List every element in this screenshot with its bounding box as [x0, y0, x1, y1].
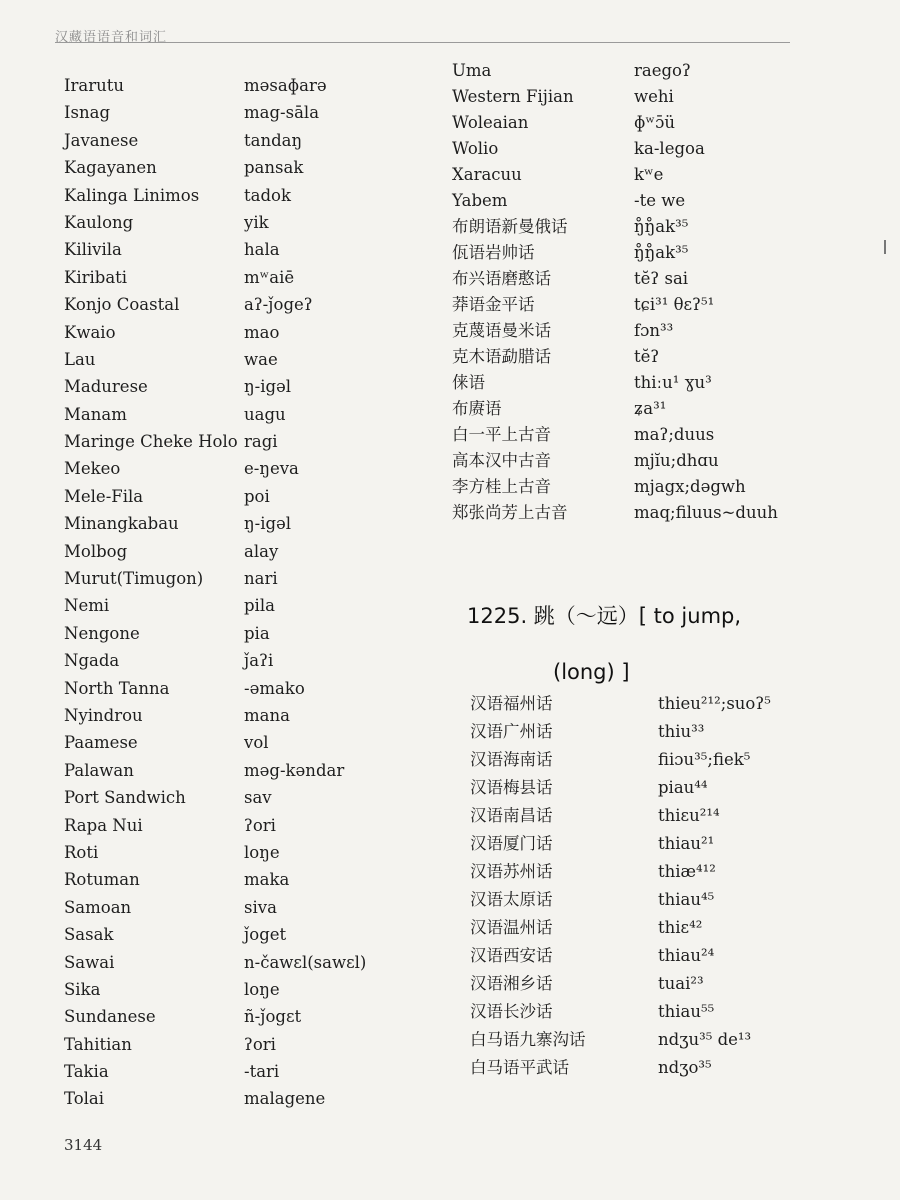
entry-row: [64, 675, 404, 702]
entry-row: [64, 921, 404, 948]
language-name: Irarutu: [64, 76, 125, 95]
word-form: vol: [244, 733, 269, 753]
language-name: 汉语苏州话: [470, 862, 553, 881]
language-name: 布兴语磨憨话: [452, 269, 551, 288]
entry-row: [452, 58, 852, 84]
entry-row: [64, 291, 404, 318]
word-form: ʔori: [244, 1034, 276, 1054]
language-name: Wolio: [452, 139, 499, 158]
language-name: Kaulong: [64, 212, 134, 232]
word-form: pila: [244, 596, 275, 616]
entry-row: [64, 894, 404, 921]
entry-row: [64, 565, 404, 592]
entry-row: [64, 592, 404, 619]
word-form: mag-sāla: [244, 103, 320, 123]
word-form: ndʒo³⁵: [658, 1058, 712, 1077]
entry-row: [452, 370, 852, 396]
language-name: Konjo Coastal: [64, 295, 180, 315]
language-name: Woleaian: [452, 113, 529, 132]
language-name: Sawai: [64, 952, 115, 972]
word-form: fɔn³³: [634, 321, 674, 340]
language-name: Sasak: [64, 925, 114, 945]
word-form: ŋ̊ŋ̊ak³⁵: [634, 217, 689, 236]
word-form: thiau⁴⁵: [658, 890, 715, 909]
language-name: Xaracuu: [452, 165, 522, 184]
language-name: 高本汉中古音: [452, 451, 551, 470]
entry-row: [470, 774, 850, 802]
language-name: 佤语岩帅话: [452, 243, 535, 262]
entry-row: [470, 690, 850, 718]
entry-row: [64, 182, 404, 209]
word-form: pansak: [244, 158, 304, 178]
entry-row: [64, 510, 404, 537]
language-name: Tahitian: [64, 1034, 132, 1054]
word-form: thieu²¹²;suoʔ⁵: [658, 694, 771, 713]
right-column-top: [452, 58, 852, 526]
entry-row: [470, 998, 850, 1026]
word-form: ka-legoa: [634, 139, 705, 158]
word-form: loŋe: [244, 842, 280, 862]
language-name: Yabem: [452, 191, 508, 210]
word-form: raegoʔ: [634, 61, 691, 80]
language-name: Rapa Nui: [64, 815, 143, 835]
word-form: thiau²¹: [658, 834, 715, 853]
entry-row: [64, 976, 404, 1003]
entry-row: [452, 266, 852, 292]
word-form: məg-kəndar: [244, 760, 345, 780]
language-name: Madurese: [64, 377, 148, 397]
word-form: tadok: [244, 185, 291, 205]
entry-heading-line1: 1225. 跳（～远）[ to jump,: [467, 604, 742, 628]
word-form: e-ŋeva: [244, 459, 299, 479]
language-name: Mele-Fila: [64, 486, 144, 506]
entry-row: [64, 236, 404, 263]
language-name: 布赓语: [452, 399, 502, 418]
entry-row: [64, 1031, 404, 1058]
language-name: 白马语平武话: [470, 1058, 569, 1077]
entry-row: [64, 757, 404, 784]
entry-row: [452, 188, 852, 214]
word-form: tĕʔ sai: [634, 269, 689, 288]
language-name: Samoan: [64, 897, 132, 917]
word-form: kʷe: [634, 165, 664, 184]
running-header: [55, 24, 790, 46]
language-name: 克蔑语曼米话: [452, 321, 551, 340]
entry-row: [64, 209, 404, 236]
entry-row: [64, 428, 404, 455]
word-form: ŋ-igəl: [244, 514, 292, 534]
language-name: Nemi: [64, 596, 110, 616]
language-name: 汉语南昌话: [470, 806, 553, 825]
language-name: 汉语梅县话: [470, 778, 553, 797]
entry-row: [452, 84, 852, 110]
entry-row: [64, 702, 404, 729]
word-form: wae: [244, 349, 278, 369]
word-form: maq;filuus~duuh: [634, 503, 778, 522]
word-form: ñ-ǰogɛt: [244, 1007, 302, 1027]
scan-edge-mark: [884, 240, 886, 254]
language-name: Maringe Cheke Holo: [64, 432, 238, 452]
language-name: Kwaio: [64, 322, 116, 342]
language-name: Rotuman: [64, 870, 140, 890]
language-name: Molbog: [64, 541, 128, 561]
word-form: thiæ⁴¹²: [658, 862, 716, 881]
entry-row: [452, 344, 852, 370]
word-form: wehi: [634, 87, 674, 106]
word-form: n-čawɛl(sawɛl): [244, 952, 367, 972]
word-form: ragi: [244, 432, 278, 452]
language-name: Roti: [64, 842, 99, 862]
word-form: tuai²³: [658, 974, 704, 993]
language-name: 汉语厦门话: [470, 834, 553, 853]
entry-row: [470, 858, 850, 886]
entry-row: [452, 110, 852, 136]
entry-row: [64, 455, 404, 482]
language-name: Javanese: [64, 130, 139, 150]
word-form: məsaɸarə: [244, 76, 327, 95]
word-form: thiːu¹ ɣu³: [634, 373, 712, 392]
entry-row: [452, 500, 852, 526]
word-form: hala: [244, 240, 280, 260]
language-name: Palawan: [64, 760, 134, 780]
word-form: poi: [244, 486, 270, 506]
word-form: maka: [244, 870, 290, 890]
language-name: 汉语温州话: [470, 918, 553, 937]
language-name: Kalinga Linimos: [64, 185, 200, 205]
language-name: Nengone: [64, 623, 140, 643]
language-name: Sika: [64, 979, 101, 999]
entry-row: [64, 839, 404, 866]
word-form: mana: [244, 705, 290, 725]
entry-row: [64, 1058, 404, 1085]
word-form: -tari: [244, 1062, 280, 1082]
language-name: 布朗语新曼俄话: [452, 217, 568, 236]
entry-row: [64, 784, 404, 811]
entry-row: [64, 72, 404, 99]
entry-row: [64, 373, 404, 400]
word-form: siva: [244, 897, 277, 917]
language-name: Nyindrou: [64, 705, 143, 725]
language-name: North Tanna: [64, 678, 170, 698]
word-form: ǰoget: [244, 925, 287, 945]
word-form: mʷaiē: [244, 267, 295, 287]
language-name: 汉语广州话: [470, 722, 553, 741]
word-form: thiu³³: [658, 722, 705, 741]
language-name: Lau: [64, 349, 96, 369]
language-name: Manam: [64, 404, 127, 424]
entry-row: [470, 970, 850, 998]
entry-row: [470, 802, 850, 830]
language-name: 汉语海南话: [470, 750, 553, 769]
word-form: sav: [244, 788, 272, 808]
entry-row: [452, 318, 852, 344]
entry-row: [470, 886, 850, 914]
word-form: ŋ-igəl: [244, 377, 292, 397]
language-name: 李方桂上古音: [452, 477, 551, 496]
word-form: ɸʷɔ̄ü: [634, 113, 675, 132]
entry-row: [64, 729, 404, 756]
language-name: 克木语勐腊话: [452, 347, 551, 366]
word-form: mjagx;dəgwh: [634, 477, 746, 496]
entry-row: [64, 647, 404, 674]
entry-row: [64, 319, 404, 346]
language-name: Murut(Timugon): [64, 569, 204, 589]
word-form: ʔori: [244, 815, 276, 835]
entry-row: [470, 746, 850, 774]
entry-row: [64, 401, 404, 428]
word-form: -te we: [634, 191, 686, 210]
language-name: 汉语湘乡话: [470, 974, 553, 993]
language-name: Kagayanen: [64, 158, 157, 178]
word-form: yik: [244, 212, 269, 232]
language-name: Ngada: [64, 651, 120, 671]
entry-row: [64, 1003, 404, 1030]
word-form: ndʒu³⁵ de¹³: [658, 1030, 752, 1049]
language-name: 汉语西安话: [470, 946, 553, 965]
language-name: Paamese: [64, 733, 138, 753]
entry-row: [64, 264, 404, 291]
language-name: Tolai: [64, 1089, 105, 1109]
entry-row: [470, 942, 850, 970]
entry-row: [64, 866, 404, 893]
entry-row: [452, 162, 852, 188]
entry-row: [64, 949, 404, 976]
word-form: fiiɔu³⁵;fiek⁵: [658, 750, 751, 769]
entry-row: [452, 214, 852, 240]
word-form: uagu: [244, 404, 286, 424]
word-form: -əmako: [244, 678, 305, 698]
entry-row: [452, 240, 852, 266]
word-form: thiau²⁴: [658, 946, 715, 965]
language-name: Sundanese: [64, 1007, 156, 1027]
word-form: mjĭu;dhɑu: [634, 451, 719, 470]
word-form: aʔ-ǰogeʔ: [244, 295, 313, 315]
language-name: 白一平上古音: [452, 425, 551, 444]
entry-row: [64, 346, 404, 373]
word-form: malagene: [244, 1089, 326, 1109]
entry-heading-line2: (long) ]: [553, 660, 630, 684]
header-rule: [55, 42, 790, 43]
entry-row: [64, 538, 404, 565]
word-form: ŋ̊ŋ̊ak³⁵: [634, 243, 689, 262]
language-name: Takia: [64, 1062, 109, 1082]
page-number: 3144: [64, 1136, 103, 1154]
word-form: pia: [244, 623, 270, 643]
word-form: thiɛu²¹⁴: [658, 806, 720, 825]
entry-row: [64, 812, 404, 839]
language-name: Kiribati: [64, 267, 128, 287]
language-name: Minangkabau: [64, 514, 179, 534]
entry-row: [470, 718, 850, 746]
entry-row: [452, 448, 852, 474]
word-form: tandaŋ: [244, 130, 303, 150]
entry-row: [64, 127, 404, 154]
entry-row: [64, 483, 404, 510]
entry-row: [452, 136, 852, 162]
language-name: Port Sandwich: [64, 788, 186, 808]
entry-heading: [467, 588, 847, 700]
entry-row: [452, 422, 852, 448]
word-form: ʑa³¹: [634, 399, 667, 418]
entry-row: [470, 1054, 850, 1082]
language-name: Uma: [452, 61, 492, 80]
language-name: Isnag: [64, 103, 111, 123]
word-form: mao: [244, 322, 280, 342]
word-form: loŋe: [244, 979, 280, 999]
right-column-bottom: [470, 690, 850, 1082]
language-name: 莽语金平话: [452, 295, 535, 314]
word-form: tɕi³¹ θɛʔ⁵¹: [634, 295, 715, 314]
entry-row: [452, 292, 852, 318]
word-form: thiɛ⁴²: [658, 918, 703, 937]
language-name: Mekeo: [64, 459, 121, 479]
entry-row: [64, 620, 404, 647]
entry-row: [470, 830, 850, 858]
language-name: 汉语福州话: [470, 694, 553, 713]
entry-row: [64, 154, 404, 181]
language-name: 俫语: [452, 373, 485, 392]
entry-row: [470, 1026, 850, 1054]
word-form: thiau⁵⁵: [658, 1002, 715, 1021]
entry-row: [452, 474, 852, 500]
word-form: ǰaʔi: [244, 651, 274, 671]
word-form: tĕʔ: [634, 347, 660, 366]
word-form: piau⁴⁴: [658, 778, 708, 797]
language-name: 白马语九寨沟话: [470, 1030, 586, 1049]
language-name: 汉语太原话: [470, 890, 553, 909]
word-form: alay: [244, 541, 279, 561]
running-title: 汉藏语语音和词汇: [55, 30, 168, 45]
entry-row: [452, 396, 852, 422]
language-name: Kilivila: [64, 240, 122, 260]
left-column: [64, 72, 404, 1113]
entry-row: [470, 914, 850, 942]
word-form: maʔ;duus: [634, 425, 715, 444]
entry-row: [64, 99, 404, 126]
language-name: Western Fijian: [452, 87, 574, 106]
word-form: nari: [244, 569, 278, 589]
language-name: 郑张尚芳上古音: [452, 503, 568, 522]
language-name: 汉语长沙话: [470, 1002, 553, 1021]
entry-row: [64, 1085, 404, 1112]
